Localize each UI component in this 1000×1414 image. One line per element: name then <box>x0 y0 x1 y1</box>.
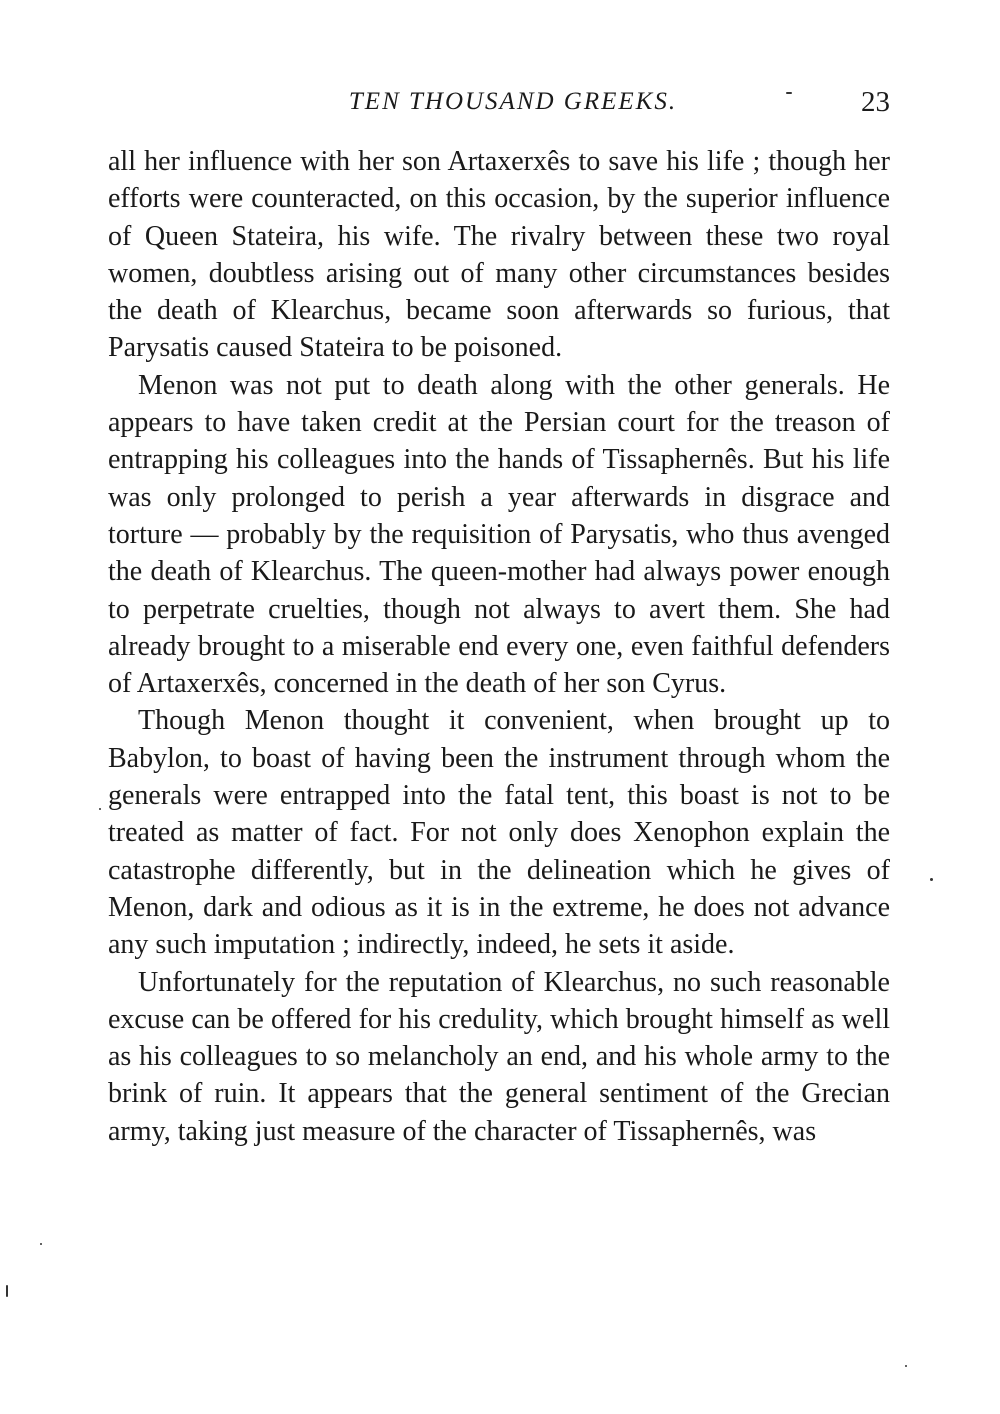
page-number: 23 <box>861 86 890 118</box>
running-head <box>108 84 890 124</box>
print-speck <box>6 1285 8 1297</box>
print-speck <box>930 878 933 881</box>
print-speck <box>99 808 101 810</box>
print-speck <box>786 92 792 94</box>
paragraph-3: Though Menon thought it convenient, when brought up to Babylon, to boast of having been the instrument through whom the generals were entrapped into the fatal tent, this boast is not to be treated as matter of fact. For not only does Xenophon explain the catastrophe differently, but in the delineation which he gives of Menon, dark and odious as it is in the extreme, he does not advance any such imputation ; indirectly, indeed, he sets it aside. <box>108 705 890 961</box>
print-speck <box>905 1365 907 1367</box>
paragraph-1: all her influence with her son Artaxerxês to save his life ; though her efforts were counteracted, on this occasion, by the superior influence of Queen Stateira, his wife. The rivalry between these two royal women, doubtless arising out of many other circumstances besides the death of Klearchus, became soon afterwards so furious, that Parysatis caused Stateira to be poisoned. <box>108 146 890 364</box>
print-speck <box>40 1243 42 1245</box>
running-title: TEN THOUSAND GREEKS. <box>348 88 678 115</box>
paragraph-2: Menon was not put to death along with the other generals. He appears to have taken credit at the Persian court for the treason of entrapping his colleagues into the hands of Tissaphernês. But his life was only prolonged to perish a year afterwards in disgrace and torture — probably by the requisition of Parysatis, who thus avenged the death of Klearchus. The queen-mother had always power enough to perpetrate cruelties, though not always to avert them. She had already brought to a miserable end every one, even faithful defenders of Artaxerxês, concerned in the death of her son Cyrus. <box>108 369 890 700</box>
paragraph-4: Unfortunately for the reputation of Klearchus, no such reasonable excuse can be offered for his credulity, which brought himself as well as his colleagues to so melancholy an end, and his whole army to the brink of ruin. It appears that the general sentiment of the Grecian army, taking just measure of the character of Tissaphernês, was <box>108 966 890 1147</box>
body-text <box>108 143 890 1150</box>
